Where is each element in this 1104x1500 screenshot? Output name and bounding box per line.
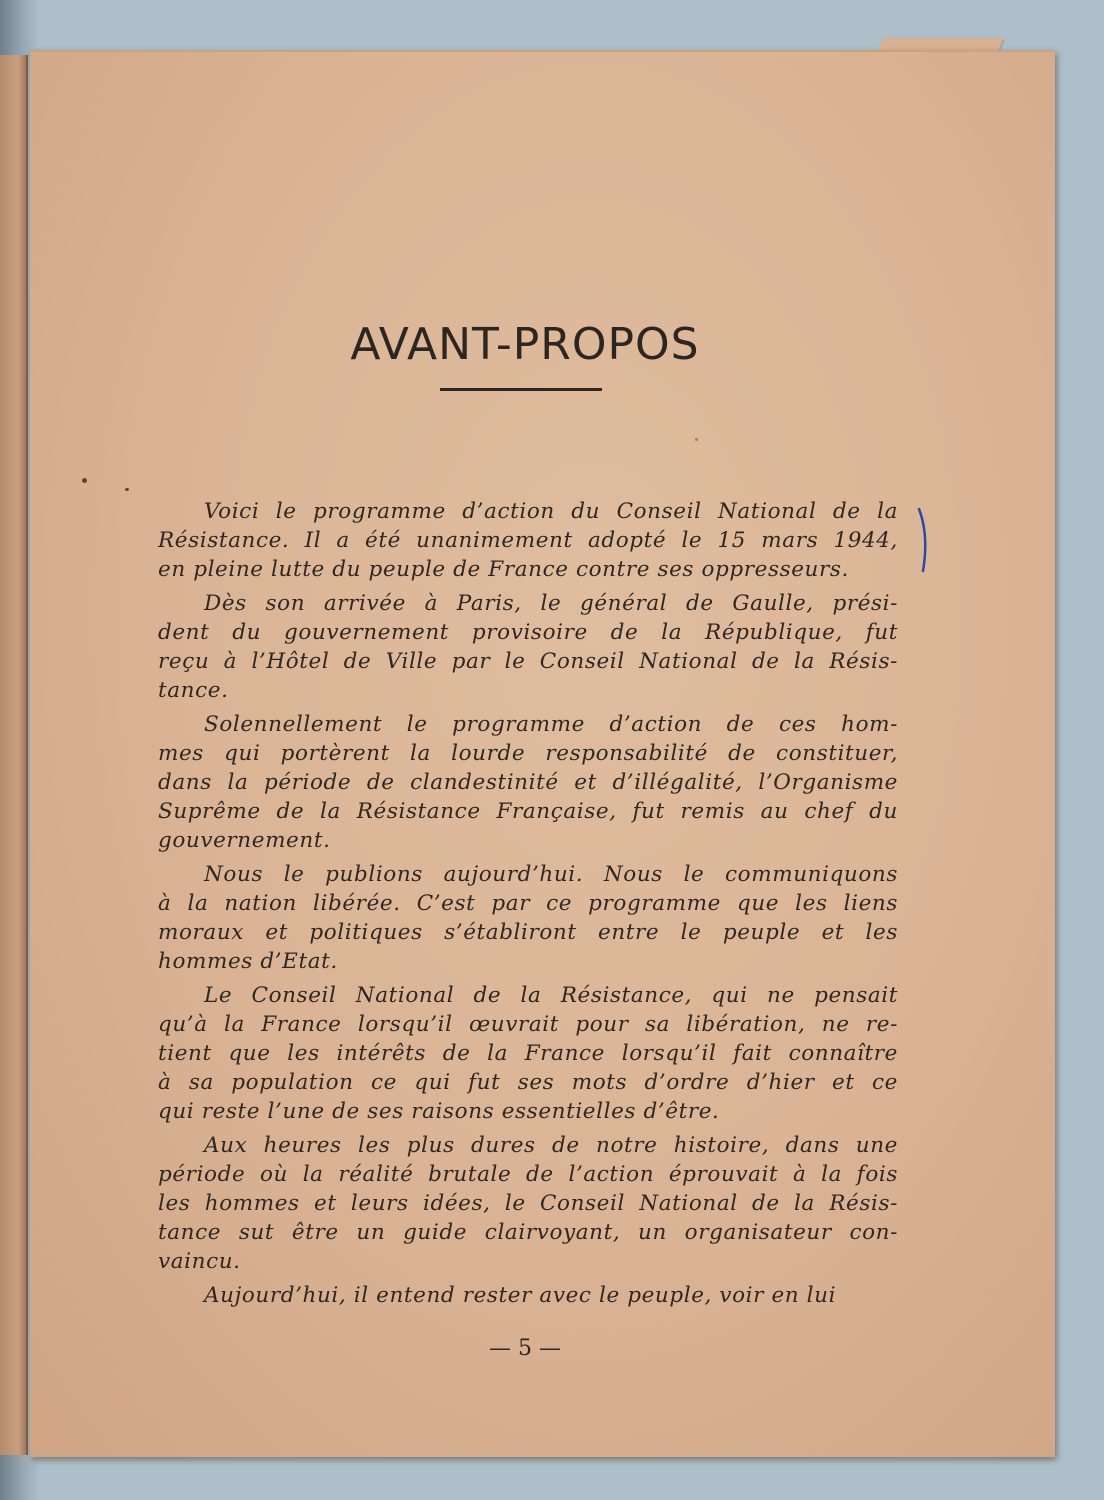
paragraph xyxy=(158,497,898,584)
paragraph xyxy=(158,1281,898,1310)
paragraph xyxy=(158,589,898,705)
text-line: Dès son arrivée à Paris, le général de Gaulle, prési- xyxy=(204,591,898,616)
paper-speck xyxy=(82,478,87,483)
text-line: moraux et politiques s’établiront entre le peuple et les xyxy=(158,920,898,945)
paper-speck xyxy=(695,438,698,441)
text-line: gouvernement. xyxy=(158,828,331,853)
text-line: qu’à la France lorsqu’il œuvrait pour sa libération, ne re- xyxy=(158,1012,898,1037)
text-line: les hommes et leurs idées, le Conseil National de la Résis- xyxy=(158,1191,898,1216)
text-line: tance sut être un guide clairvoyant, un organisateur con- xyxy=(158,1220,898,1245)
text-line: Suprême de la Résistance Française, fut remis au chef du xyxy=(158,799,898,824)
text-line: Voici le programme d’action du Conseil National de la xyxy=(204,499,898,524)
text-line: reçu à l’Hôtel de Ville par le Conseil National de la Résis- xyxy=(158,649,898,674)
paragraph xyxy=(158,860,898,976)
body-text xyxy=(158,497,898,1315)
pen-bracket-mark xyxy=(915,505,935,575)
text-line: dent du gouvernement provisoire de la République, fut xyxy=(158,620,898,645)
text-line: hommes d’Etat. xyxy=(158,949,338,974)
text-line: mes qui portèrent la lourde responsabilité de constituer, xyxy=(158,741,898,766)
title-rule xyxy=(440,388,602,391)
paper-speck xyxy=(125,488,129,491)
text-line: Solennellement le programme d’action de ces hom- xyxy=(204,712,898,737)
previous-page-edge xyxy=(0,55,28,1455)
text-line: Nous le publions aujourd’hui. Nous le communiquons xyxy=(204,862,898,887)
text-line: dans la période de clandestinité et d’illégalité, l’Organisme xyxy=(158,770,898,795)
text-line: vaincu. xyxy=(158,1249,241,1274)
text-line: tient que les intérêts de la France lorsqu’il fait connaître xyxy=(158,1041,898,1066)
paragraph xyxy=(158,981,898,1126)
text-line: à sa population ce qui fut ses mots d’ordre d’hier et ce xyxy=(158,1070,898,1095)
paragraph xyxy=(158,1131,898,1276)
paragraph xyxy=(158,710,898,855)
text-line: Le Conseil National de la Résistance, qui ne pensait xyxy=(204,983,898,1008)
text-line: période où la réalité brutale de l’action éprouvait à la fois xyxy=(158,1162,898,1187)
text-line: tance. xyxy=(158,678,229,703)
page-title: AVANT-PROPOS xyxy=(350,319,700,371)
text-line: Aux heures les plus dures de notre histoire, dans une xyxy=(204,1133,898,1158)
text-line: en pleine lutte du peuple de France contre ses oppresseurs. xyxy=(158,557,849,582)
text-line: Résistance. Il a été unanimement adopté le 15 mars 1944, xyxy=(158,528,898,553)
text-line: à la nation libérée. C’est par ce programme que les liens xyxy=(158,891,898,916)
text-line: qui reste l’une de ses raisons essentielles d’être. xyxy=(158,1099,720,1124)
page-number: — 5 — xyxy=(489,1336,561,1361)
text-line: Aujourd’hui, il entend rester avec le peuple, voir en lui xyxy=(204,1283,837,1308)
